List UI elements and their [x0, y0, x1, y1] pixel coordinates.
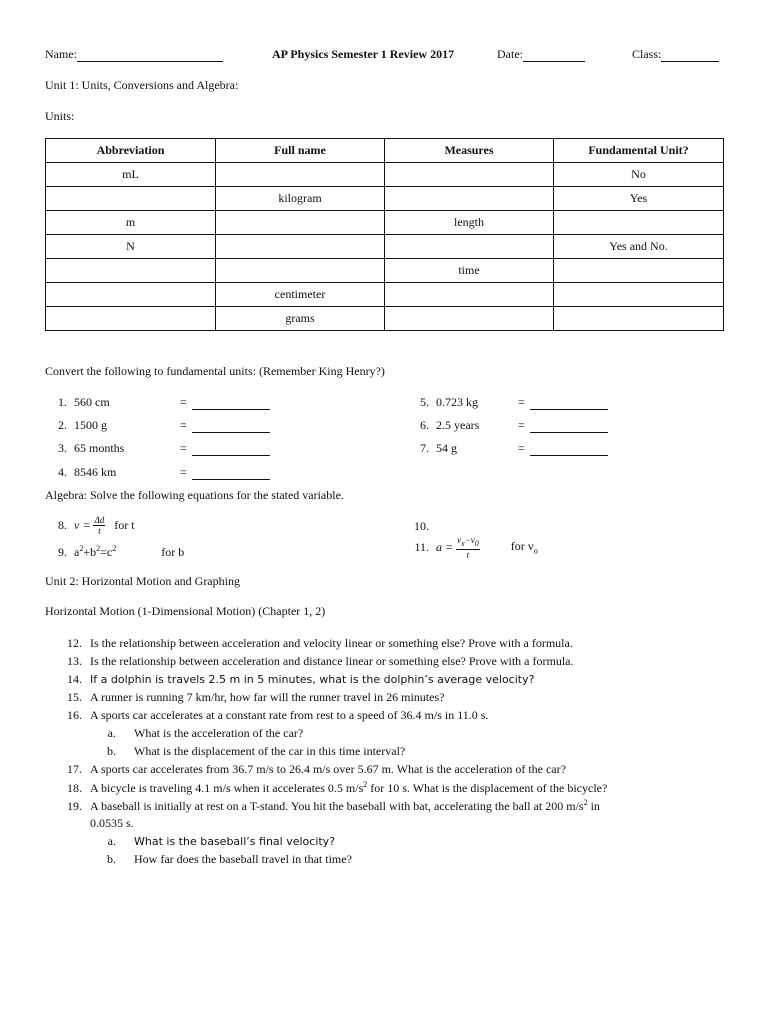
item-letter: b. [107, 852, 116, 866]
table-cell[interactable] [46, 259, 216, 283]
convert-item-7 [407, 441, 608, 456]
eq-exp: 2 [96, 544, 101, 553]
table-cell[interactable] [554, 211, 724, 235]
item-number: 9. [58, 545, 67, 559]
equals-sign: = [518, 441, 525, 455]
item-number: 1. [58, 395, 67, 409]
fraction [93, 515, 105, 536]
question-16 [60, 708, 488, 723]
question-text: A sports car accelerates from 36.7 m/s to 26.4 m/s over 5.67 m. What is the acceleration of the car? [90, 762, 566, 776]
question-text-cont: for 10 s. What is the displacement of the bicycle? [367, 781, 608, 795]
item-number: 12. [67, 636, 82, 650]
eq-b: +b [83, 545, 97, 559]
question-text: Is the relationship between acceleration and distance linear or something else? Prove with a formula. [90, 654, 574, 668]
eq-exp: 2 [112, 544, 117, 553]
unit2-heading: Unit 2: Horizontal Motion and Graphing [45, 574, 240, 588]
item-number: 2. [58, 418, 67, 432]
class-label [632, 47, 719, 62]
question-16a [96, 726, 303, 741]
name-label-text: Name: [45, 47, 77, 61]
table-row [46, 163, 724, 187]
answer-blank[interactable] [192, 396, 270, 410]
table-cell[interactable] [554, 283, 724, 307]
equals-sign: = [518, 418, 525, 432]
question-14 [60, 672, 534, 687]
table-cell[interactable] [216, 235, 385, 259]
table-cell[interactable] [385, 307, 554, 331]
units-label: Units: [45, 109, 75, 123]
question-text-cont: in [587, 799, 600, 813]
algebra-item-8 [45, 515, 135, 536]
item-number: 13. [67, 654, 82, 668]
table-cell[interactable]: kilogram [216, 187, 385, 211]
equation-lhs: v = [74, 518, 91, 532]
question-19a [96, 834, 335, 849]
answer-blank[interactable] [192, 419, 270, 433]
table-cell[interactable] [385, 187, 554, 211]
name-blank[interactable] [77, 48, 223, 62]
numerator-sub-x: x [461, 538, 465, 548]
question-18 [60, 780, 607, 796]
table-cell[interactable] [216, 259, 385, 283]
question-13 [60, 654, 574, 669]
equation-lhs: a = [436, 539, 454, 554]
equals-sign: = [180, 418, 187, 432]
item-number: 10. [414, 519, 429, 533]
answer-blank[interactable] [530, 419, 608, 433]
item-number: 4. [58, 465, 67, 479]
class-blank[interactable] [661, 48, 719, 62]
convert-item-3 [45, 441, 270, 456]
answer-blank[interactable] [530, 396, 608, 410]
question-text: A bicycle is traveling 4.1 m/s when it accelerates 0.5 m/s [90, 781, 364, 795]
table-cell[interactable]: N [46, 235, 216, 259]
fraction-numerator: Δd [94, 515, 105, 525]
table-row [46, 307, 724, 331]
name-label [45, 47, 223, 62]
convert-item-2 [45, 418, 270, 433]
question-text: A baseball is initially at rest on a T-stand. You hit the baseball with bat, accelerating the ball at 200 m/s [90, 799, 584, 813]
algebra-instruction: Algebra: Solve the following equations for the stated variable. [45, 488, 344, 502]
page-title: AP Physics Semester 1 Review 2017 [272, 47, 455, 61]
table-cell[interactable]: centimeter [216, 283, 385, 307]
date-label-text: Date: [497, 47, 523, 61]
solve-for-sub: o [533, 546, 538, 556]
table-cell[interactable] [554, 259, 724, 283]
fraction-denominator: t [466, 549, 470, 560]
header-measures: Measures [385, 139, 554, 163]
question-12 [60, 636, 573, 651]
table-cell[interactable] [216, 211, 385, 235]
item-number: 5. [420, 395, 429, 409]
solve-for-label: for t [114, 518, 135, 532]
convert-value: 54 g [436, 441, 457, 455]
table-cell[interactable]: m [46, 211, 216, 235]
convert-item-4 [45, 465, 270, 480]
convert-value: 1500 g [74, 418, 107, 432]
table-row [46, 283, 724, 307]
fraction-numerator [456, 535, 480, 550]
item-number: 18. [67, 781, 82, 795]
item-number: 14. [67, 672, 82, 686]
algebra-item-9 [45, 544, 184, 560]
item-number: 17. [67, 762, 82, 776]
question-text: How far does the baseball travel in that time? [134, 852, 352, 866]
item-number: 11. [414, 539, 429, 554]
date-label [497, 47, 585, 62]
algebra-item-10 [407, 519, 436, 534]
table-cell[interactable]: time [385, 259, 554, 283]
answer-blank[interactable] [192, 442, 270, 456]
question-text: What is the acceleration of the car? [134, 726, 304, 740]
numerator-sub-0: 0 [474, 538, 479, 548]
convert-value: 65 months [74, 441, 125, 455]
question-19b [96, 852, 352, 867]
unit1-heading: Unit 1: Units, Conversions and Algebra: [45, 78, 239, 92]
header-full-name: Full name [216, 139, 385, 163]
table-cell[interactable]: Yes [554, 187, 724, 211]
class-label-text: Class: [632, 47, 662, 61]
question-19 [60, 798, 600, 814]
table-cell[interactable]: mL [46, 163, 216, 187]
table-row [46, 187, 724, 211]
item-number: 6. [420, 418, 429, 432]
table-cell[interactable] [385, 163, 554, 187]
answer-blank[interactable] [192, 466, 270, 480]
units-table-header-row [46, 139, 724, 163]
table-row [46, 235, 724, 259]
table-cell[interactable] [216, 163, 385, 187]
table-cell[interactable]: grams [216, 307, 385, 331]
convert-value: 560 cm [74, 395, 110, 409]
item-letter: a. [107, 726, 116, 740]
convert-item-1 [45, 395, 270, 410]
convert-value: 8546 km [74, 465, 117, 479]
header-fundamental-unit: Fundamental Unit? [554, 139, 724, 163]
convert-value: 2.5 years [436, 418, 480, 432]
item-letter: b. [107, 744, 116, 758]
table-cell[interactable] [46, 283, 216, 307]
exponent: 2 [583, 798, 588, 807]
equals-sign: = [180, 441, 187, 455]
question-19-line2: 0.0535 s. [90, 816, 134, 830]
question-text: What is the baseball’s final velocity? [134, 835, 336, 848]
item-number: 19. [67, 799, 82, 813]
table-cell[interactable]: No [554, 163, 724, 187]
convert-item-6 [407, 418, 608, 433]
algebra-item-11 [407, 535, 538, 560]
header-abbreviation: Abbreviation [46, 139, 216, 163]
exponent: 2 [363, 780, 368, 789]
question-17 [60, 762, 566, 777]
solve-for-text: for v [510, 539, 534, 554]
table-cell[interactable]: Yes and No. [554, 235, 724, 259]
table-cell[interactable] [46, 307, 216, 331]
unit2-subheading: Horizontal Motion (1-Dimensional Motion) (Chapter 1, 2) [45, 604, 326, 618]
units-table [45, 138, 724, 331]
question-text: A runner is running 7 km/hr, how far will the runner travel in 26 minutes? [90, 690, 445, 704]
item-number: 15. [67, 690, 82, 704]
table-cell[interactable] [554, 307, 724, 331]
question-text: A sports car accelerates at a constant rate from rest to a speed of 36.4 m/s in 11.0 s. [90, 708, 489, 722]
fraction-denominator: t [98, 526, 101, 536]
item-number: 16. [67, 708, 82, 722]
numerator-minus-v: −v [464, 535, 475, 545]
answer-blank[interactable] [530, 442, 608, 456]
item-number: 3. [58, 441, 67, 455]
item-number: 7. [420, 441, 429, 455]
eq-a: a [74, 545, 80, 559]
eq-c: =c [100, 545, 113, 559]
numerator-v: v [457, 535, 462, 545]
solve-for-label [510, 539, 538, 556]
item-letter: a. [107, 834, 116, 848]
convert-instruction: Convert the following to fundamental units: (Remember King Henry?) [45, 364, 385, 378]
table-row [46, 211, 724, 235]
table-cell[interactable] [46, 187, 216, 211]
fraction [456, 535, 480, 560]
item-number: 8. [58, 518, 67, 532]
question-15 [60, 690, 444, 705]
table-cell[interactable] [385, 235, 554, 259]
convert-value: 0.723 kg [436, 395, 478, 409]
table-cell[interactable]: length [385, 211, 554, 235]
eq-exp: 2 [79, 544, 84, 553]
question-text: What is the displacement of the car in this time interval? [134, 744, 406, 758]
solve-for-label: for b [161, 545, 185, 559]
question-text: Is the relationship between acceleration and velocity linear or something else? Prove with a formula. [90, 636, 573, 650]
equals-sign: = [518, 395, 525, 409]
equals-sign: = [180, 395, 187, 409]
table-row [46, 259, 724, 283]
question-16b [96, 744, 405, 759]
question-text: If a dolphin is travels 2.5 m in 5 minutes, what is the dolphin’s average velocity? [90, 673, 535, 686]
date-blank[interactable] [523, 48, 585, 62]
table-cell[interactable] [385, 283, 554, 307]
convert-item-5 [407, 395, 608, 410]
equals-sign: = [180, 465, 187, 479]
